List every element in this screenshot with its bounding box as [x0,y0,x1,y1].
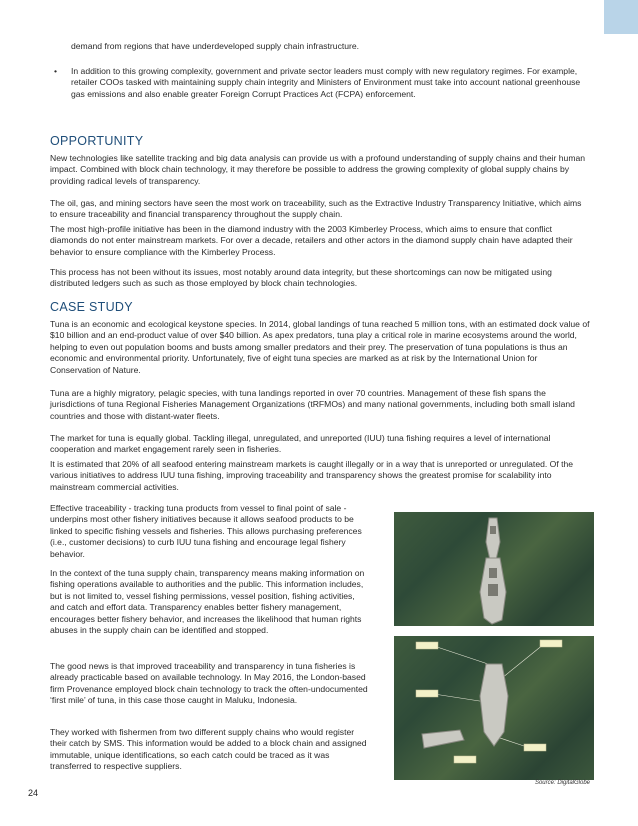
ship-shape [422,664,508,748]
case-study-column-paragraph: In the context of the tuna supply chain, transparency means making information on fishing operations available to authorities and the public. This information includes, but is not limited to, vessel fishing permissions, vessel position, fishing activities, and catch and effort data. Transparency enables better fishery management, encourages better fishery behavior, and increases the likelihood that human rights abuses in the supply chain can be identified and stopped. [50,568,365,636]
bullet-marker: • [54,66,58,76]
intro-bullet: In addition to this growing complexity, government and private sector leaders must comply with new regulatory regimes. For example, retailer COOs tasked with maintaining supply chain integrity and Ministers of Environment must take into account national greenhouse gas emissions and also enable greater Foreign Corrupt Practices Act (FCPA) enforcement. [71,66,581,99]
page-number: 24 [28,788,39,798]
case-study-heading: CASE STUDY [50,300,133,314]
figure-source: Source: DigitalGlobe [534,780,590,786]
opportunity-paragraph: The oil, gas, and mining sectors have seen the most work on traceability, such as the Extractive Industry Transparency Initiative, which aims to ensure traceability and financial transparency throughout the supply chain. [50,198,582,220]
case-study-column-paragraph: They worked with fishermen from two different supply chains who would register their catch by SMS. This information would be added to a block chain and assigned immutable, unique identifications, so each catch could be traced as it was transferred to respective suppliers. [50,727,367,772]
corner-tab [604,0,638,34]
case-study-paragraph: Tuna are a highly migratory, pelagic species, with tuna landings reported in over 70 countries. Management of these fish spans the jurisdictions of tuna Regional Fisheries Management Organizations (tRFMOs) and many national governments, including both small island countries and those with distant-water fleets. [50,388,575,421]
case-study-paragraph: Tuna is an economic and ecological keystone species. In 2014, global landings of tuna reached 5 million tons, with an estimated dock value of $10 billion and an end-product value of over $40 billion. As apex predators, tuna play a critical role in marine ecosystems around the world, helping to even out population booms and busts among smaller predators and their prey. The preservation of tuna populations is thus an economic and environmental priority. Unfortunately, five of eight tuna species are marked as at risk by the International Union for Conservation of Nature. [50,319,590,375]
opportunity-heading: OPPORTUNITY [50,134,144,148]
case-study-column-paragraph: Effective traceability - tracking tuna products from vessel to final point of sale - underpins most other fishery initiatives because it allows seafood products to be linked to specific fishing vessels and fisheries. This allows purchasing preferences (i.e., customer decisions) to curb IUU tuna fishing and encourage legal fishery behavior. [50,503,362,559]
intro-continuation: demand from regions that have underdeveloped supply chain infrastructure. [71,41,360,51]
opportunity-paragraph: This process has not been without its issues, most notably around data integrity, but these shortcomings can now be mitigated using distributed ledgers such as such as those employed by block chain technologies. [50,267,552,289]
case-study-column-paragraph: The good news is that improved traceability and transparency in tuna fisheries is already practicable based on available technology. In May 2016, the London-based firm Provenance employed block chain technology to track the often-undocumented ‘first mile’ of tuna, in this case those caught in Maluku, Indonesia. [50,661,368,706]
case-study-paragraph: The market for tuna is equally global. Tackling illegal, unregulated, and unreported (IUU) tuna fishing requires a level of international cooperation and market engagement rarely seen in fisheries. [50,433,551,455]
satellite-photo-annotated [394,636,594,780]
case-study-paragraph: It is estimated that 20% of all seafood entering mainstream markets is caught illegally or in a way that is unreported or unregulated. Of the various initiatives to address IUU tuna fishing, improving traceability and transparency shows the greatest promise for scalability into mainstream commercial activities. [50,459,574,492]
opportunity-paragraph: The most high-profile initiative has been in the diamond industry with the 2003 Kimberley Process, which aims to ensure that conflict diamonds do not enter mainstream markets. For over a decade, retailers and other actors in the diamond supply chain have adapted their behavior to ensure compliance with the Kimberley Process. [50,224,573,257]
opportunity-paragraph: New technologies like satellite tracking and big data analysis can provide us with a profound understanding of supply chains and their human impact. Combined with block chain technology, it may therefore be possible to address the growing complexity of global supply chains by providing radical levels of transparency. [50,153,586,186]
satellite-photo [394,512,594,626]
